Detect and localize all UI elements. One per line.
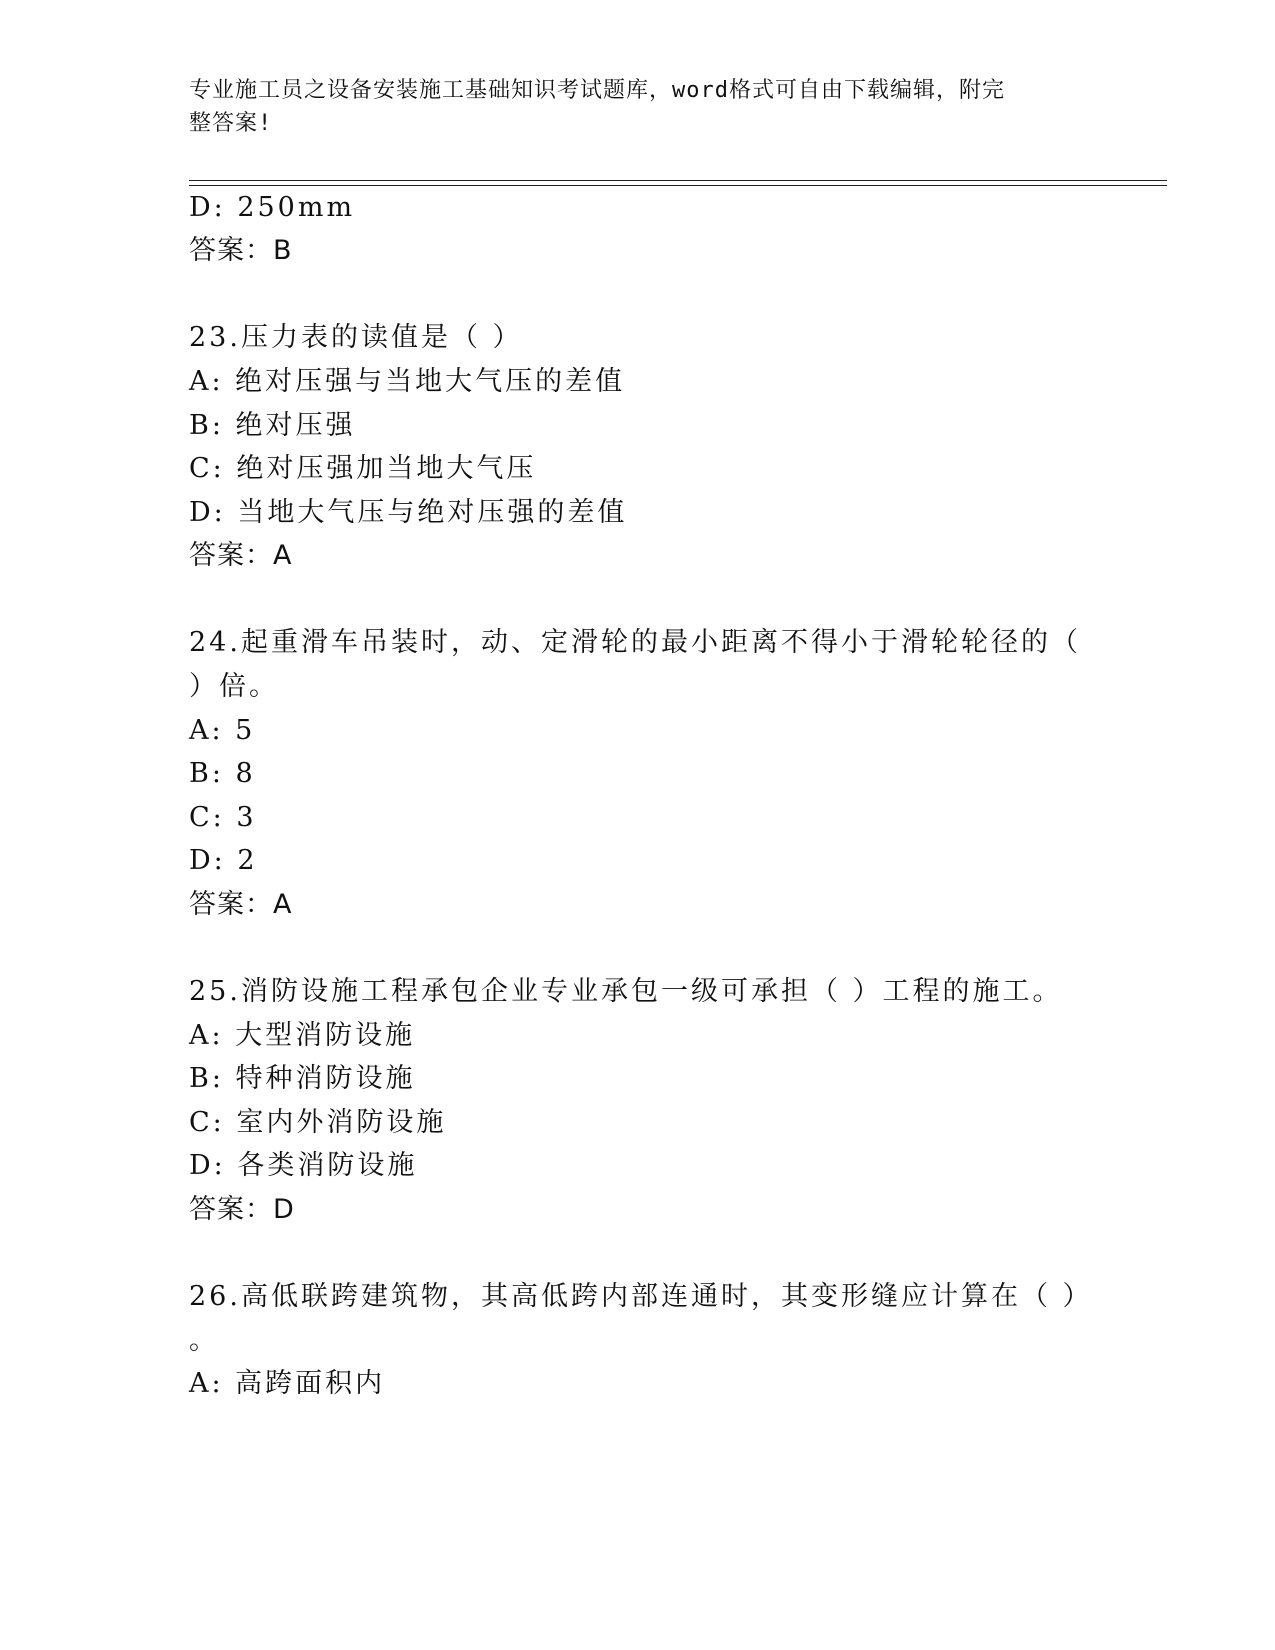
- option-d-q23: D: 当地大气压与绝对压强的差值: [189, 497, 628, 528]
- option-b-q25: B: 特种消防设施: [189, 1063, 416, 1094]
- option-c-q23: C: 绝对压强加当地大气压: [189, 453, 537, 484]
- header-title-line-1: 专业施工员之设备安装施工基础知识考试题库，word格式可自由下载编辑，附完: [189, 78, 1005, 103]
- option-b-q23: B: 绝对压强: [189, 410, 356, 441]
- answer-q23: 答案：A: [189, 540, 293, 571]
- option-a-q23: A: 绝对压强与当地大气压的差值: [189, 366, 626, 397]
- option-a-q24: A: 5: [189, 715, 256, 746]
- answer-q25: 答案：D: [189, 1194, 295, 1225]
- question-25: 25.消防设施工程承包企业专业承包一级可承担（ ）工程的施工。: [189, 976, 1063, 1007]
- option-a-q25: A: 大型消防设施: [189, 1020, 416, 1051]
- option-b-q24: B: 8: [189, 758, 256, 789]
- document-header: [189, 74, 1089, 140]
- option-d-q25: D: 各类消防设施: [189, 1150, 418, 1181]
- header-rule-bottom: [189, 185, 1167, 186]
- option-d-q22: D: 250mm: [189, 192, 356, 223]
- question-24-line-2: ）倍。: [189, 671, 279, 702]
- answer-q22: 答案：B: [189, 235, 293, 266]
- question-26-line-2: 。: [189, 1325, 219, 1356]
- question-24-line-1: 24.起重滑车吊装时，动、定滑轮的最小距离不得小于滑轮轮径的（: [189, 627, 1081, 658]
- option-a-q26: A: 高跨面积内: [189, 1368, 386, 1399]
- option-d-q24: D: 2: [189, 845, 258, 876]
- header-title-line-2: 整答案!: [189, 111, 273, 136]
- question-23: 23.压力表的读值是（ ）: [189, 322, 523, 353]
- option-c-q25: C: 室内外消防设施: [189, 1107, 447, 1138]
- option-c-q24: C: 3: [189, 802, 257, 833]
- question-26-line-1: 26.高低联跨建筑物，其高低跨内部连通时，其变形缝应计算在（ ）: [189, 1281, 1093, 1312]
- answer-q24: 答案：A: [189, 889, 293, 920]
- header-rule-top: [189, 180, 1167, 181]
